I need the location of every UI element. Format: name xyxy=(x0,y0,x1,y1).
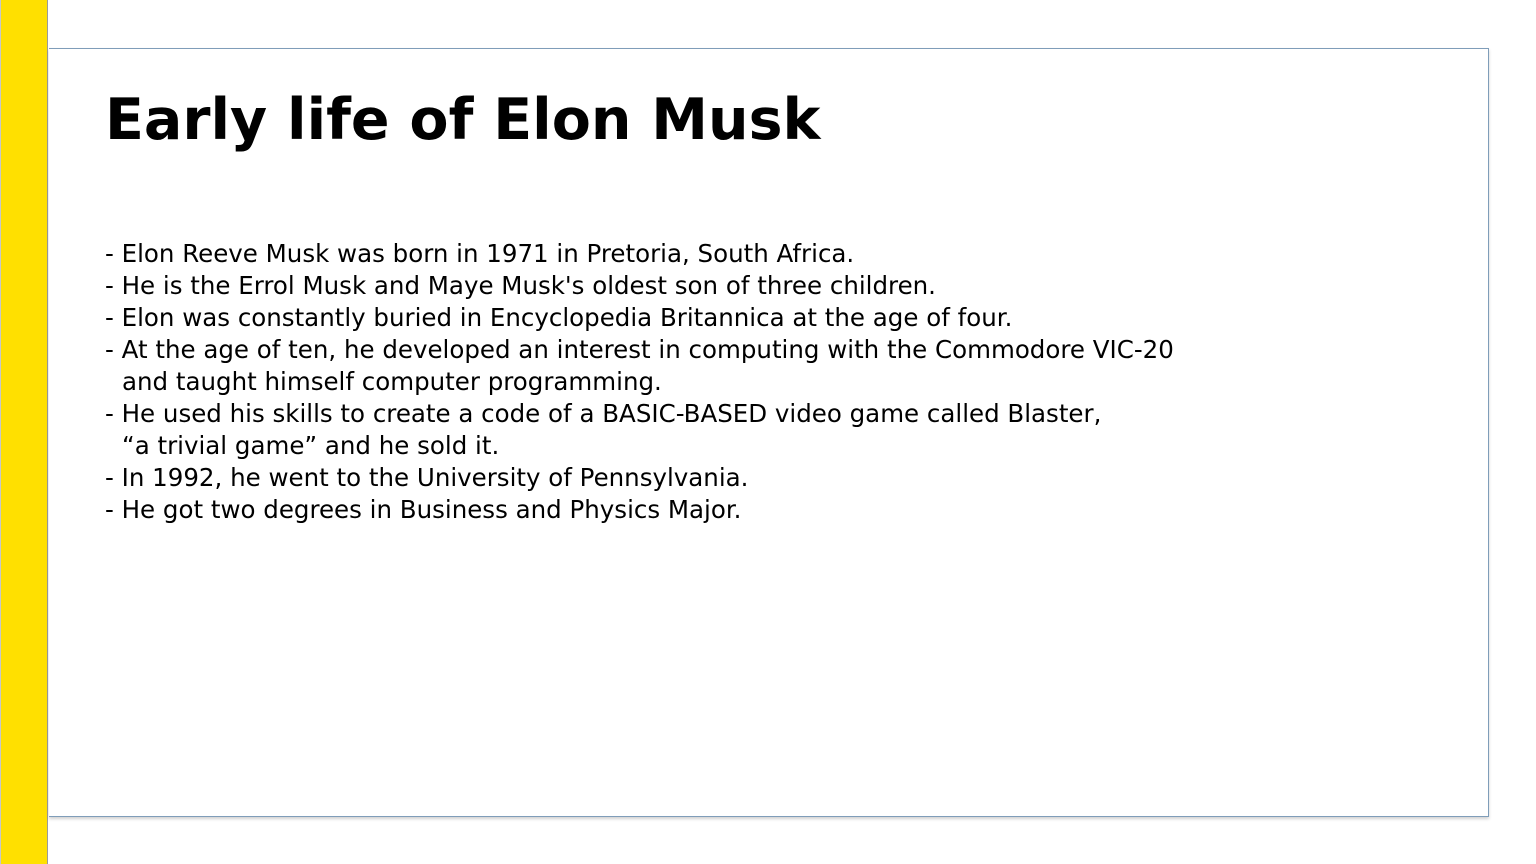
bullet-continuation-line: and taught himself computer programming. xyxy=(122,367,662,396)
slide-title[interactable]: Early life of Elon Musk xyxy=(105,87,821,153)
bullet-list[interactable] xyxy=(105,238,1174,526)
bullet-line: - In 1992, he went to the University of Pennsylvania. xyxy=(105,463,749,492)
bullet-line: - Elon was constantly buried in Encyclopedia Britannica at the age of four. xyxy=(105,303,1013,332)
bullet-continuation-line: “a trivial game” and he sold it. xyxy=(122,431,500,460)
bullet-line: - At the age of ten, he developed an interest in computing with the Commodore VIC-20 xyxy=(105,335,1174,364)
accent-bar xyxy=(0,0,48,864)
bullet-line: - Elon Reeve Musk was born in 1971 in Pretoria, South Africa. xyxy=(105,239,855,268)
slide[interactable] xyxy=(49,48,1489,817)
bullet-line: - He got two degrees in Business and Physics Major. xyxy=(105,495,742,524)
bullet-line: - He is the Errol Musk and Maye Musk's oldest son of three children. xyxy=(105,271,936,300)
bullet-line: - He used his skills to create a code of a BASIC-BASED video game called Blaster, xyxy=(105,399,1102,428)
